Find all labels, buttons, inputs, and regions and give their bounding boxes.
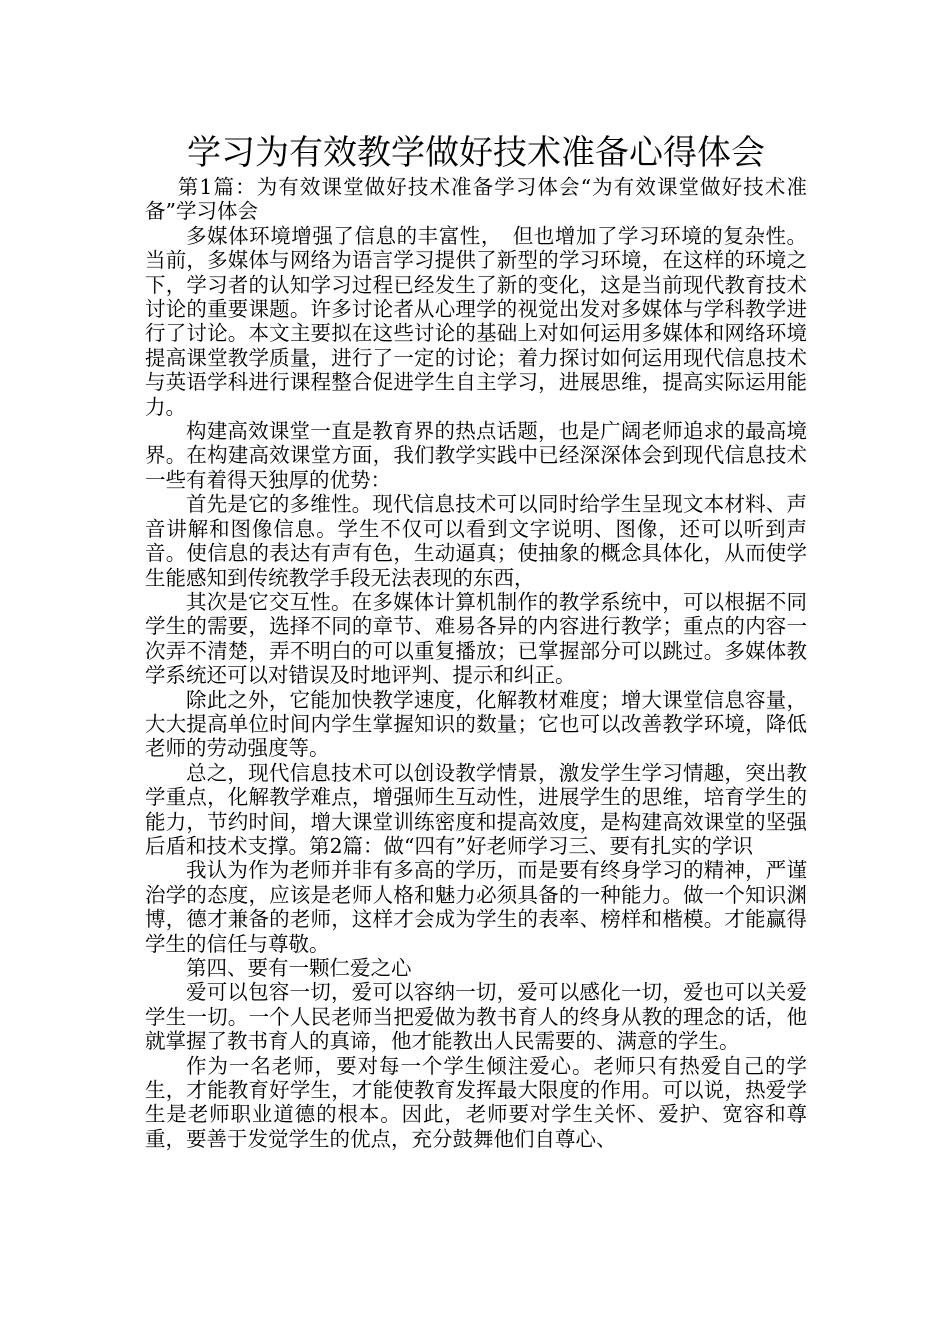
paragraph-5: 其次是它交互性。在多媒体计算机制作的教学系统中，可以根据不同学生的需要，选择不同的章节、难易各异的内容进行教学；重点的内容一次弄不清楚，弄不明白的可以重复播放；已掌握部分可以跳过。多媒体教学系统还可以对错误及时地评判、提示和纠正。 (145, 589, 807, 688)
paragraph-9-heading: 第四、要有一颗仁爱之心 (186, 956, 412, 980)
paragraph-1-heading: 第1篇：为有效课堂做好技术准备学习体会“为有效课堂做好技术准备”学习体会 (145, 175, 807, 224)
paragraph-11: 作为一名老师，要对每一个学生倾注爱心。老师只有热爱自己的学生，才能教育好学生，才能使教育发挥最大限度的作用。可以说，热爱学生是老师职业道德的根本。因此，老师要对学生关怀、爱护、宽容和尊重，要善于发觉学生的优点，充分鼓舞他们自尊心、 (145, 1053, 807, 1151)
document-page (145, 0, 807, 1344)
paragraph-7: 总之，现代信息技术可以创设教学情景，激发学生学习情趣，突出教学重点，化解教学难点，增强师生互动性，进展学生的思维，培育学生的能力，节约时间，增大课堂训练密度和提高效度，是构建高效课堂的坚强后盾和技术支撑。第2篇：做“四有”好老师学习三、要有扎实的学识 (145, 760, 807, 858)
paragraph-8: 我认为作为老师并非有多高的学历，而是要有终身学习的精神，严谨治学的态度，应该是老师人格和魅力必须具备的一种能力。做一个知识渊博，德才兼备的老师，这样才会成为学生的表率、榜样和楷模。才能赢得学生的信任与尊敬。 (145, 858, 807, 956)
paragraph-2: 多媒体环境增强了信息的丰富性， 但也增加了学习环境的复杂性。当前，多媒体与网络为语言学习提供了新型的学习环境，在这样的环境之下，学习者的认知学习过程已经发生了新的变化，这是当前现代教育技术讨论的重要课题。许多讨论者从心理学的视觉出发对多媒体与学科教学进行了讨论。本文主要拟在这些讨论的基础上对如何运用多媒体和网络环境提高课堂教学质量，进行了一定的讨论；着力探讨如何运用现代信息技术与英语学科进行课程整合促进学生自主学习，进展思维，提高实际运用能力。 (145, 223, 807, 419)
paragraph-6: 除此之外，它能加快教学速度，化解教材难度；增大课堂信息容量，大大提高单位时间内学生掌握知识的数量；它也可以改善教学环境，降低老师的劳动强度等。 (145, 687, 807, 761)
paragraph-3: 构建高效课堂一直是教育界的热点话题，也是广阔老师追求的最高境界。在构建高效课堂方面，我们教学实践中已经深深体会到现代信息技术一些有着得天独厚的优势： (145, 419, 807, 492)
document-title: 学习为有效教学做好技术准备心得体会 (187, 133, 765, 173)
paragraph-4: 首先是它的多维性。现代信息技术可以同时给学生呈现文本材料、声音讲解和图像信息。学生不仅可以看到文字说明、图像，还可以听到声音。使信息的表达有声有色，生动逼真；使抽象的概念具体化，从而使学生能感知到传统教学手段无法表现的东西， (145, 492, 807, 590)
paragraph-10: 爱可以包容一切，爱可以容纳一切，爱可以感化一切，爱也可以关爱学生一切。一个人民老师当把爱做为教书育人的终身从教的理念的话，他就掌握了教书育人的真谛，他才能教出人民需要的、满意的学生。 (145, 980, 807, 1054)
